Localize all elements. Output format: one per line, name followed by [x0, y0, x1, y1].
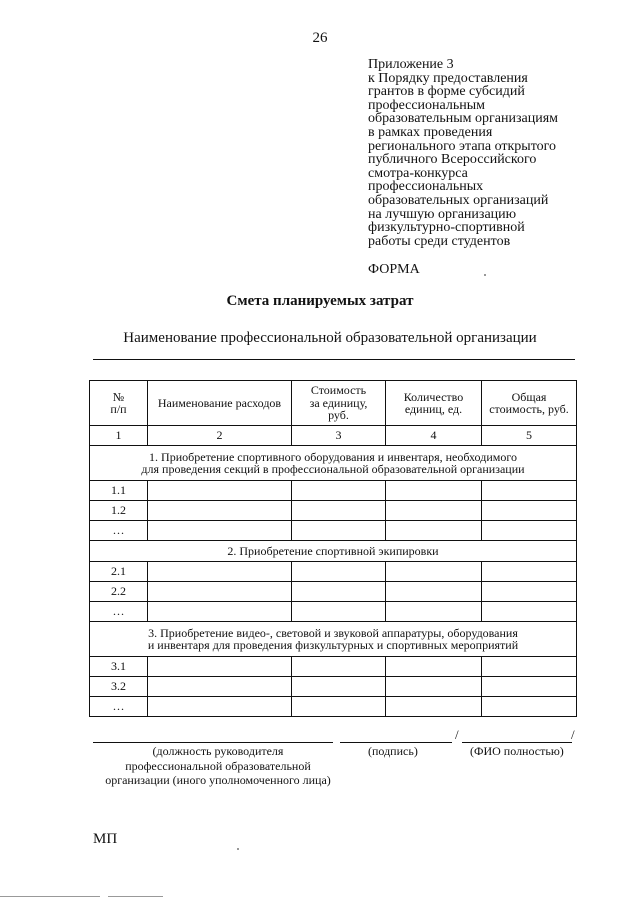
empty-cell [148, 602, 292, 622]
appendix-line: смотра-конкурса [368, 165, 468, 181]
appendix-line: профессиональным [368, 97, 486, 113]
appendix-line: к Порядку предоставления [368, 70, 528, 86]
section-row [90, 446, 577, 481]
table-header-row [90, 381, 577, 426]
section-title: 1. Приобретение спортивного оборудования и инвентаря, необходимого для проведения секций в профессиональной образовательной организации [90, 446, 577, 481]
empty-cell [148, 481, 292, 501]
empty-cell [482, 582, 577, 602]
column-number: 2 [148, 426, 292, 446]
table-row [90, 582, 577, 602]
appendix-line: физкультурно-спортивной [368, 220, 525, 236]
row-number: … [90, 602, 148, 622]
row-number: 1.2 [90, 501, 148, 521]
column-header: Стоимость за единицу, руб. [292, 381, 386, 426]
empty-cell [292, 562, 386, 582]
section-row [90, 541, 577, 562]
form-label: ФОРМА [368, 262, 420, 277]
empty-cell [482, 602, 577, 622]
empty-cell [482, 501, 577, 521]
table-row [90, 501, 577, 521]
empty-cell [386, 602, 482, 622]
column-number: 5 [482, 426, 577, 446]
empty-cell [482, 562, 577, 582]
signature-label: (подпись) [368, 744, 418, 758]
row-number: 2.1 [90, 562, 148, 582]
row-number: 3.2 [90, 677, 148, 697]
empty-cell [148, 697, 292, 717]
appendix-line: на лучшую организацию [368, 206, 517, 222]
empty-cell [148, 677, 292, 697]
column-header: Наименование расходов [148, 381, 292, 426]
signature-line [340, 742, 452, 743]
empty-cell [148, 657, 292, 677]
table-row [90, 562, 577, 582]
section-title: 3. Приобретение видео-, световой и звуковой аппаратуры, оборудования и инвентаря для проведения физкультурных и спортивных мероприятий [90, 622, 577, 657]
empty-cell [292, 501, 386, 521]
row-number: 2.2 [90, 582, 148, 602]
table-row [90, 521, 577, 541]
section-title: 2. Приобретение спортивной экипировки [90, 541, 577, 562]
empty-cell [482, 697, 577, 717]
column-number: 4 [386, 426, 482, 446]
empty-cell [482, 521, 577, 541]
row-number: … [90, 697, 148, 717]
position-label-line: организации (иного уполномоченного лица) [105, 773, 331, 787]
appendix-line: Приложение 3 [368, 57, 454, 72]
appendix-line: профессиональных [368, 179, 484, 195]
empty-cell [148, 501, 292, 521]
position-label-line: профессиональной образовательной [125, 758, 311, 773]
column-header: Общая стоимость, руб. [482, 381, 577, 426]
position-label [93, 744, 343, 788]
section-row [90, 622, 577, 657]
position-label-line: (должность руководителя [152, 744, 284, 758]
stamp-place-label: МП [93, 831, 118, 847]
empty-cell [386, 697, 482, 717]
scan-speck [484, 274, 486, 276]
empty-cell [386, 501, 482, 521]
document-title: Смета планируемых затрат [226, 293, 414, 309]
table-row [90, 677, 577, 697]
scan-edge-line [108, 896, 163, 897]
empty-cell [386, 657, 482, 677]
empty-cell [148, 562, 292, 582]
empty-cell [386, 677, 482, 697]
appendix-line: образовательных организаций [368, 192, 549, 208]
empty-cell [292, 697, 386, 717]
empty-cell [292, 521, 386, 541]
table-row [90, 657, 577, 677]
slash-right: / [571, 727, 575, 742]
appendix-line: публичного Всероссийского [368, 152, 537, 168]
column-header: № п/п [90, 381, 148, 426]
appendix-block [368, 58, 618, 248]
column-number: 1 [90, 426, 148, 446]
table-row [90, 697, 577, 717]
page-number: 26 [312, 30, 328, 46]
appendix-line: грантов в форме субсидий [368, 84, 525, 100]
empty-cell [292, 481, 386, 501]
column-header: Количество единиц, ед. [386, 381, 482, 426]
appendix-line: образовательным организациям [368, 111, 558, 127]
slash-left: / [455, 727, 459, 742]
empty-cell [292, 602, 386, 622]
empty-cell [482, 657, 577, 677]
scan-speck [237, 848, 239, 850]
row-number: 1.1 [90, 481, 148, 501]
scan-edge-line [0, 896, 100, 897]
table-row [90, 602, 577, 622]
empty-cell [386, 521, 482, 541]
org-name-line [93, 359, 575, 360]
appendix-line: работы среди студентов [368, 233, 511, 249]
appendix-line: в рамках проведения [368, 124, 493, 140]
empty-cell [292, 582, 386, 602]
fio-line [462, 742, 572, 743]
column-number-row [90, 426, 577, 446]
position-line [93, 742, 333, 743]
row-number: … [90, 521, 148, 541]
fio-label: (ФИО полностью) [470, 744, 564, 758]
estimate-table [89, 380, 577, 717]
empty-cell [386, 582, 482, 602]
org-name-label: Наименование профессиональной образовательной организации [123, 330, 537, 346]
empty-cell [148, 521, 292, 541]
column-number: 3 [292, 426, 386, 446]
table-row [90, 481, 577, 501]
row-number: 3.1 [90, 657, 148, 677]
appendix-line: регионального этапа открытого [368, 138, 557, 154]
empty-cell [386, 562, 482, 582]
empty-cell [386, 481, 482, 501]
empty-cell [482, 481, 577, 501]
empty-cell [482, 677, 577, 697]
empty-cell [292, 677, 386, 697]
empty-cell [292, 657, 386, 677]
empty-cell [148, 582, 292, 602]
